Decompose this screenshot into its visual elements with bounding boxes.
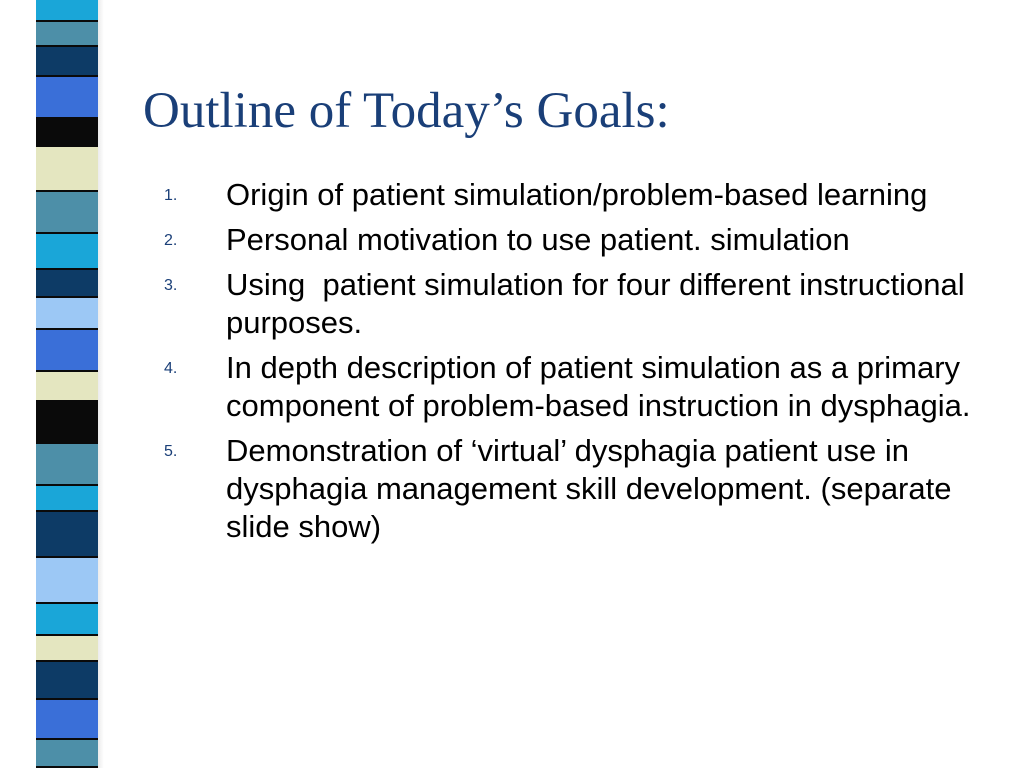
strip-band: [36, 234, 98, 270]
list-item-text: Origin of patient simulation/problem-based learning: [226, 177, 928, 212]
strip-band: [36, 662, 98, 700]
strip-band: [36, 512, 98, 558]
strip-band: [36, 47, 98, 77]
list-item-text: Demonstration of ‘virtual’ dysphagia patient use in dysphagia management skill development. (separate slide show): [226, 433, 961, 544]
strip-band: [36, 77, 98, 119]
strip-band: [36, 402, 98, 444]
list-number: 1.: [164, 187, 178, 204]
strip-band: [36, 0, 98, 22]
strip-band: [36, 444, 98, 486]
strip-band: [36, 636, 98, 662]
strip-band: [36, 192, 98, 234]
list-item: [160, 432, 1010, 546]
strip-band: [36, 558, 98, 604]
strip-band: [36, 604, 98, 636]
list-item-text: Personal motivation to use patient. simulation: [226, 222, 850, 257]
decorative-color-strip: [36, 0, 98, 768]
strip-band: [36, 298, 98, 330]
strip-band: [36, 147, 98, 192]
list-item-text: Using patient simulation for four different instructional purposes.: [226, 267, 974, 340]
strip-band: [36, 372, 98, 402]
list-item: [160, 349, 1010, 425]
slide-title: Outline of Today’s Goals:: [143, 83, 670, 139]
strip-band: [36, 270, 98, 298]
strip-shadow: [98, 0, 104, 768]
strip-band: [36, 486, 98, 512]
strip-band: [36, 22, 98, 47]
list-item-text: In depth description of patient simulation as a primary component of problem-based instruction in dysphagia.: [226, 350, 971, 423]
list-item: [160, 176, 1010, 214]
goals-list: [160, 176, 1010, 553]
strip-band: [36, 330, 98, 372]
list-number: 3.: [164, 277, 178, 294]
list-number: 2.: [164, 232, 178, 249]
strip-band: [36, 700, 98, 740]
list-item: [160, 221, 1010, 259]
list-number: 4.: [164, 360, 178, 377]
strip-band: [36, 740, 98, 768]
strip-band: [36, 119, 98, 147]
list-number: 5.: [164, 443, 178, 460]
list-item: [160, 266, 1010, 342]
